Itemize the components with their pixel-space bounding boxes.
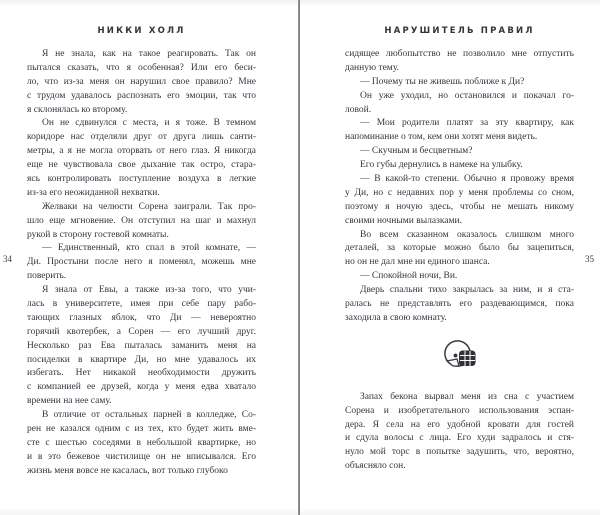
paragraph xyxy=(27,242,256,284)
text-line: рен не казался одним с из тех, кто будет жить вме- xyxy=(27,424,256,435)
text-line: но он не дал мне ни единого шанса. xyxy=(345,257,490,268)
text-line: времени на нее саму. xyxy=(27,396,112,407)
text-line: посиделки в квартире Ди, но мне удавалось их xyxy=(27,354,256,365)
text-line: заходила в свою комнату. xyxy=(345,312,447,323)
paragraph xyxy=(27,48,256,117)
text-line: ло, что из-за меня он нарушил свое правило? Мне xyxy=(27,76,256,87)
text-line: и в это бежевое чистилище он не вписывался. Его xyxy=(27,451,256,462)
text-line: Во всем сказанном оказалось слишком много xyxy=(360,229,574,240)
paragraph xyxy=(345,270,574,284)
text-line: В отличие от остальных парней в колледже, Со- xyxy=(42,410,256,421)
text-line: — Почему ты не живешь поближе к Ди? xyxy=(360,76,525,87)
text-line: деталей, за которые можно было бы зацепиться, xyxy=(345,243,574,254)
paragraph xyxy=(345,284,574,326)
text-line: жизнь меня вовсе не касалась, вот только глубоко xyxy=(27,465,228,476)
text-line: ралась не представлять его раздевающимся, пока xyxy=(345,299,574,310)
text-line: Ди. Простыни после него я поменял, можешь мне xyxy=(27,257,256,268)
paragraph xyxy=(345,229,574,271)
text-line: дера. Я села на его удобной кровати для гостей xyxy=(345,419,574,430)
text-line: объясняло сон. xyxy=(345,461,406,472)
paragraph xyxy=(27,284,256,409)
text-line: с компанией ее друзей, когда у меня едва хватало xyxy=(27,382,256,393)
text-line: у Ди, но с недавних пор у меня проблемы со сном, xyxy=(345,187,574,198)
text-line: — Спокойной ночи, Ви. xyxy=(360,271,458,282)
text-line: ловой. xyxy=(345,104,372,115)
text-line: — Мои родители платят за эту квартиру, как xyxy=(360,118,574,129)
text-line: рукой в сторону гостевой комнаты. xyxy=(27,229,169,240)
text-line: сте с шестью соседями в небольшой квартирке, но xyxy=(27,437,256,448)
text-line: нуло мой торс в попытке задушить, что, вероятно, xyxy=(345,447,574,458)
right-page-text-top xyxy=(345,48,574,326)
text-line: коридоре нас отделяли друг от друга лишь санти- xyxy=(27,132,256,143)
football-helmet-icon xyxy=(443,339,477,369)
text-line: ясь контролировать поступление воздуха в легкие xyxy=(27,174,256,185)
running-header-title: НАРУШИТЕЛЬ ПРАВИЛ xyxy=(384,26,535,36)
text-line: напоминание о том, кем они хотят меня видеть. xyxy=(345,132,538,143)
page-number-left: 34 xyxy=(3,254,12,264)
paragraph xyxy=(345,76,574,90)
paragraph xyxy=(345,90,574,118)
text-line: и сдула волосы с лица. Его худи задралось и стя- xyxy=(345,433,574,444)
text-line: своими ночными вылазками. xyxy=(345,215,462,226)
text-line: еще не чувствовала свое дыхание так остро, стара- xyxy=(27,160,256,171)
text-line: горячий квотербек, а Сорен — его лучший друг. xyxy=(27,326,256,337)
text-line: тающих глазных яблок, что Ди — невероятно xyxy=(27,312,256,323)
text-line: лась в университете, имея при себе пару рабо- xyxy=(27,299,256,310)
text-line: поэтому я ночую здесь, чтобы не мешать никому xyxy=(345,201,574,212)
left-page-text-column xyxy=(27,48,256,479)
text-line: избегать. Нет никакой необходимости дружить xyxy=(27,368,256,379)
paragraph xyxy=(345,48,574,76)
text-line: данную тему. xyxy=(345,62,399,73)
text-line: Я не знала, как на такое реагировать. Так он xyxy=(42,49,256,59)
text-line: Он не сдвинулся с места, и я тоже. В темном xyxy=(42,118,256,129)
paragraph xyxy=(345,159,574,173)
page-number-right: 35 xyxy=(585,254,594,264)
text-line: из-за его неожиданной нехватки. xyxy=(27,187,160,198)
paragraph xyxy=(27,117,256,200)
text-line: — В какой-то степени. Обычно я провожу время xyxy=(360,174,574,185)
paragraph xyxy=(345,173,574,229)
paragraph xyxy=(345,391,574,474)
text-line: Я знала от Евы, а также из-за того, что учи- xyxy=(42,285,256,296)
text-line: Запах бекона вырвал меня из сна с участием xyxy=(360,391,574,402)
text-line: — Скучным и бесцветным? xyxy=(360,146,473,157)
paragraph xyxy=(27,409,256,478)
text-line: Сорена и изобретательного использования эспан- xyxy=(345,405,574,416)
text-line: пытался сказать, что я особенная? Или его беси- xyxy=(27,62,256,73)
paragraph xyxy=(345,117,574,145)
text-line: Несколько раз Ева пыталась заманить меня на xyxy=(27,340,256,351)
right-page-text-bottom xyxy=(345,391,574,474)
text-line: с трудом удавалось распознать его эмоции, так что xyxy=(27,90,256,101)
text-line: — Единственный, кто спал в этой комнате, — xyxy=(42,243,256,254)
right-page xyxy=(301,0,600,515)
text-line: шло еще мгновение. Он отступил на шаг и махнул xyxy=(27,215,256,226)
text-line: метры, а я не могла оторвать от него глаз. Я никогда xyxy=(27,146,256,157)
left-page xyxy=(0,0,299,515)
text-line: Он уже уходил, но остановился и покачал го- xyxy=(360,90,574,101)
paragraph xyxy=(27,201,256,243)
text-line: Дверь спальни тихо закрылась за ним, и я ста- xyxy=(360,285,574,296)
text-line: Желваки на челюсти Сорена заиграли. Так про- xyxy=(42,201,256,212)
text-line: сидящее любопытство не позволило мне отпустить xyxy=(345,49,574,59)
paragraph xyxy=(345,145,574,159)
running-header-author: НИККИ ХОЛЛ xyxy=(97,26,186,36)
text-line: я склонялась ко второму. xyxy=(27,104,128,115)
text-line: поверить. xyxy=(27,271,67,282)
right-page-text-column xyxy=(345,48,574,474)
section-break-ornament xyxy=(345,339,574,377)
book-spine-divider xyxy=(298,0,300,515)
text-line: Его губы дернулись в намеке на улыбку. xyxy=(360,160,523,171)
